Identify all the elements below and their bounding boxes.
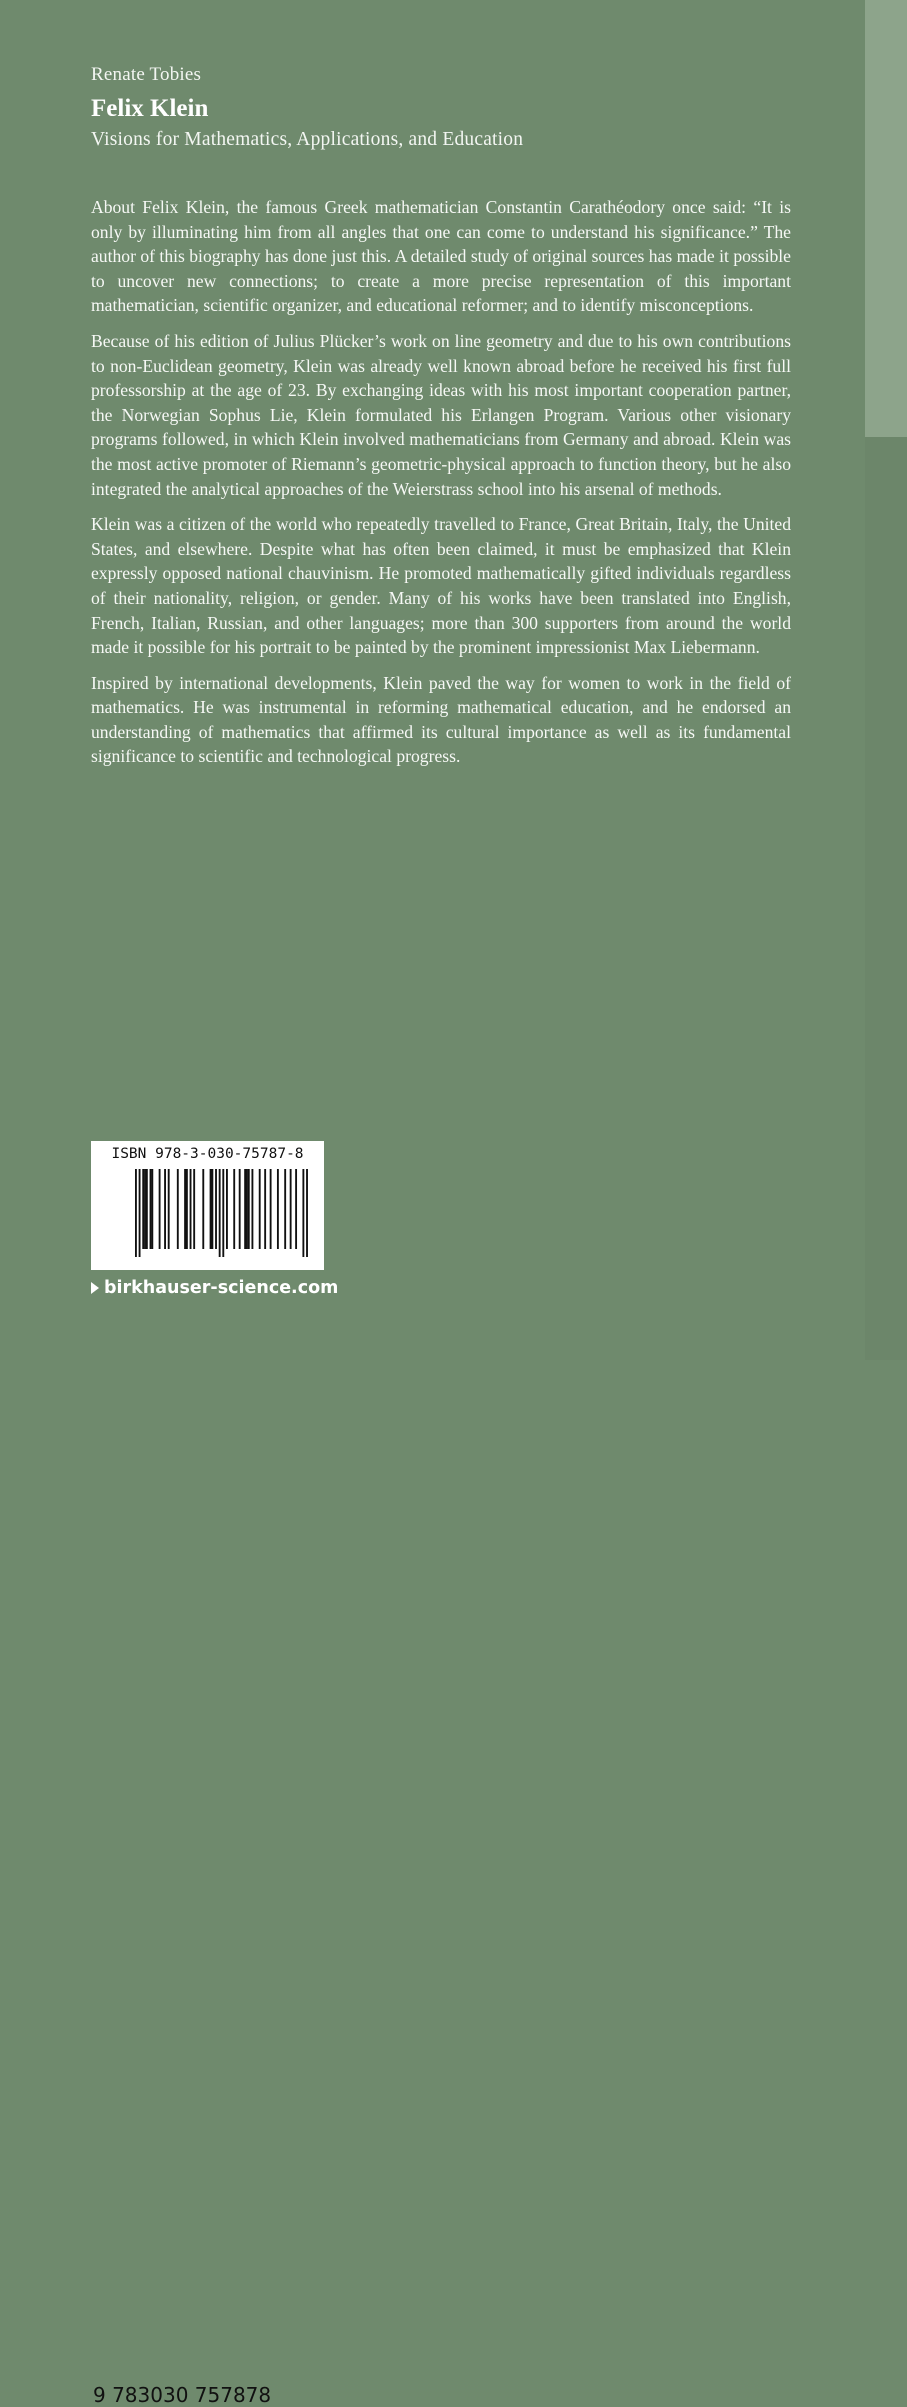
barcode-bar [259, 1169, 261, 1249]
barcode-bar [284, 1169, 286, 1249]
barcode-bar [168, 1169, 170, 1249]
barcode-bar [244, 1169, 246, 1249]
barcode-bar [295, 1169, 297, 1249]
isbn-label: ISBN 978-3-030-75787-8 [111, 1146, 304, 1162]
barcode-bar [150, 1169, 152, 1249]
barcode-bar [302, 1169, 304, 1257]
barcode-bar [290, 1169, 292, 1249]
barcode-bar [233, 1169, 235, 1249]
barcode-bar [190, 1169, 192, 1249]
back-cover-blurb [91, 195, 791, 780]
barcode-bar [251, 1169, 253, 1249]
barcode-bar [164, 1169, 166, 1249]
barcode-bar [219, 1169, 221, 1257]
barcode-bar [139, 1169, 141, 1257]
barcode-bar [142, 1169, 144, 1249]
barcode-bar [270, 1169, 272, 1249]
barcode-bar [211, 1169, 213, 1249]
blurb-paragraph: About Felix Klein, the famous Greek mathematician Constantin Carathéodory once said: “It is only by illuminating him from all angles that one can come to understand his significance.” The author of this biography has done just this. A detailed study of original sources has made it possible to uncover new connections; to create a more precise representation of this important mathematician, scientific organizer, and educational reformer; and to identify misconceptions. [91, 197, 791, 316]
barcode-bar [159, 1169, 161, 1249]
barcode-bar [277, 1169, 279, 1249]
blurb-paragraph: Klein was a citizen of the world who repeatedly travelled to France, Great Britain, Italy, the United States, and elsewhere. Despite what has often been claimed, it must be emphasized that Klein expressly opposed national chauvinism. He promoted mathematically gifted individuals regardless of their nationality, religion, or gender. Many of his works have been translated into English, French, Italian, Russian, and other languages; more than 300 supporters from around the world made it possible for his portrait to be painted by the prominent impressionist Max Liebermann. [91, 514, 791, 658]
play-arrow-icon [91, 1282, 99, 1294]
barcode-bar [210, 1169, 212, 1249]
barcode-bar [264, 1169, 266, 1249]
barcode-bar [151, 1169, 153, 1249]
barcode-image [91, 1141, 324, 1270]
barcode-bar [248, 1169, 250, 1249]
publisher-url: birkhauser-science.com [104, 1278, 339, 1298]
ean-digits: 9 783030 757878 [93, 2383, 272, 2407]
blurb-paragraph: Inspired by international developments, Klein paved the way for women to work in the field of mathematics. He was instrumental in reforming mathematical education, and he endorsed an understanding of mathematics that affirmed its cultural importance as well as its fundamental significance to scientific and technological progress. [91, 672, 791, 767]
barcode-bar [184, 1169, 186, 1249]
barcode-bar [215, 1169, 217, 1249]
spine-highlight [865, 0, 907, 437]
barcode-bar [193, 1169, 195, 1249]
barcode-bar [306, 1169, 308, 1257]
barcode-bar [222, 1169, 224, 1257]
barcode-bar [186, 1169, 188, 1249]
barcode-bar [246, 1169, 248, 1249]
barcode-bar [135, 1169, 137, 1257]
barcode-bar [202, 1169, 204, 1249]
book-title: Felix Klein [91, 95, 209, 122]
barcode-bar [226, 1169, 228, 1249]
blurb-paragraph: Because of his edition of Julius Plücker’s work on line geometry and due to his own contributions to non-Euclidean geometry, Klein was already well known abroad before he received his first full professorship at the age of 23. By exchanging ideas with his most important cooperation partner, the Norwegian Sophus Lie, Klein formulated his Erlangen Program. Various other visionary programs followed, in which Klein involved mathematicians from Germany and abroad. Klein was the most active promoter of Riemann’s geometric-physical approach to function theory, but he also integrated the analytical approaches of the Weierstrass school into his arsenal of methods. [91, 330, 791, 499]
barcode-bar [146, 1169, 148, 1249]
barcode-bar [177, 1169, 179, 1249]
barcode-bar [144, 1169, 146, 1249]
book-subtitle: Visions for Mathematics, Applications, and Education [91, 129, 524, 150]
publisher-link[interactable] [91, 1278, 338, 1298]
barcode-bar [239, 1169, 241, 1249]
author-name: Renate Tobies [91, 64, 202, 85]
